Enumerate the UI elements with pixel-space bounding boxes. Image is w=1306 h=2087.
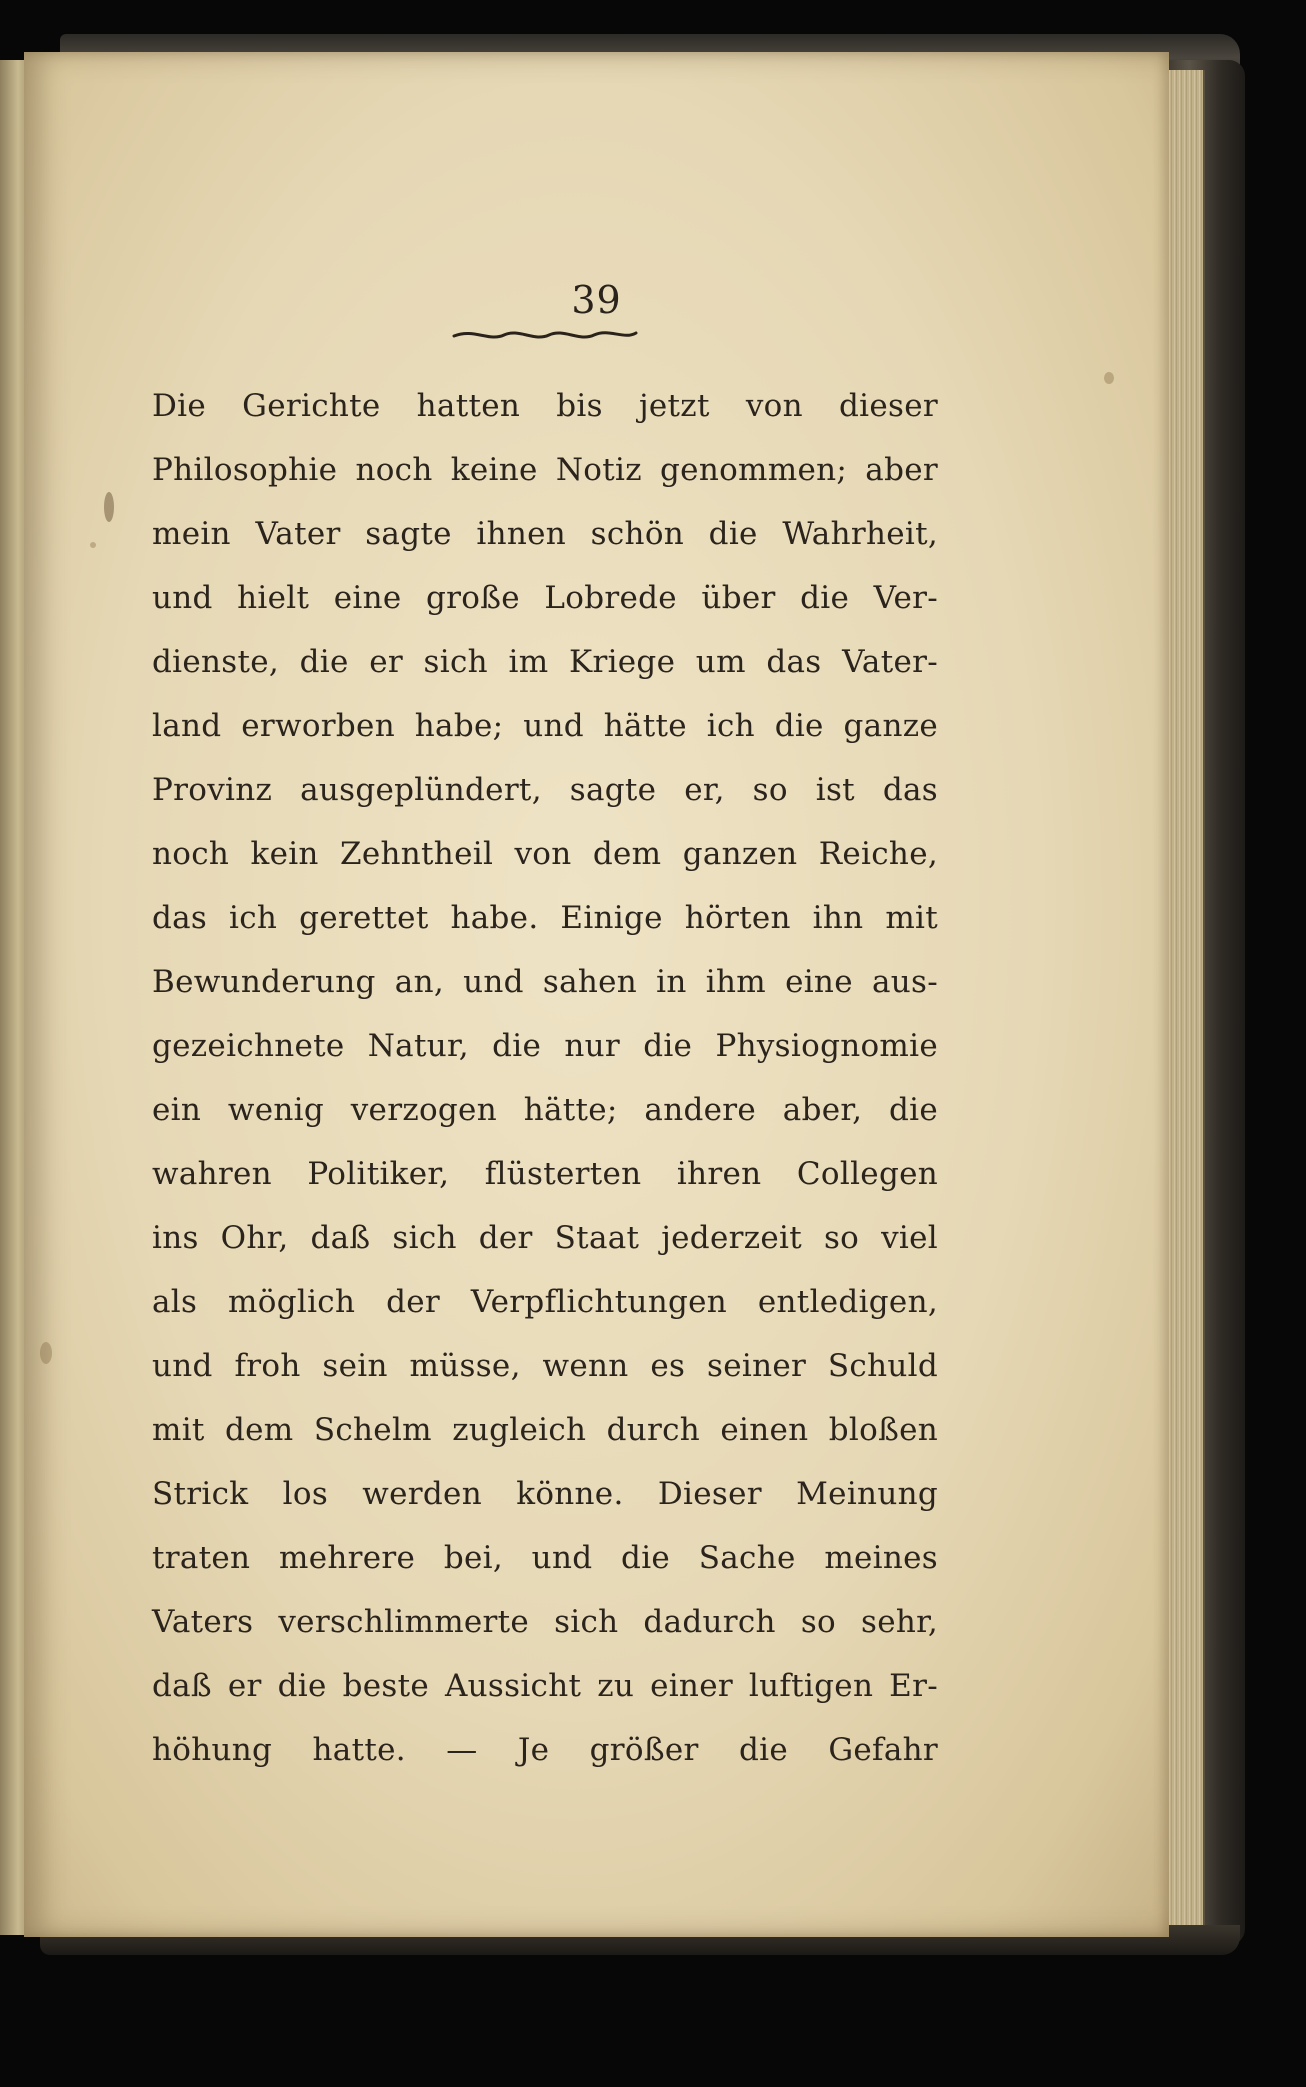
header-ornament-rule xyxy=(444,324,644,344)
page-header xyxy=(24,278,1169,322)
text-line: mein Vater sagte ihnen schön die Wahrheit, xyxy=(152,516,938,552)
page-stack-edge xyxy=(1163,70,1205,1930)
text-line: das ich gerettet habe. Einige hörten ihn mit xyxy=(152,900,938,936)
text-line: dienste, die er sich im Kriege um das Vater- xyxy=(152,644,938,680)
text-line: und froh sein müsse, wenn es seiner Schuld xyxy=(152,1348,938,1384)
text-line: Philosophie noch keine Notiz genommen; aber xyxy=(152,452,938,488)
text-line: Die Gerichte hatten bis jetzt von dieser xyxy=(152,388,938,424)
text-line: mit dem Schelm zugleich durch einen bloßen xyxy=(152,1412,938,1448)
text-line: als möglich der Verpflichtungen entledigen, xyxy=(152,1284,938,1320)
text-line: wahren Politiker, flüsterten ihren Collegen xyxy=(152,1156,938,1192)
paper-stain xyxy=(90,542,96,548)
body-text xyxy=(152,374,938,1782)
text-line: ins Ohr, daß sich der Staat jederzeit so viel xyxy=(152,1220,938,1256)
text-line: gezeichnete Natur, die nur die Physiognomie xyxy=(152,1028,938,1064)
text-line: ein wenig verzogen hätte; andere aber, die xyxy=(152,1092,938,1128)
text-line: Bewunderung an, und sahen in ihm eine aus- xyxy=(152,964,938,1000)
paper-stain xyxy=(104,492,114,522)
text-line: Vaters verschlimmerte sich dadurch so sehr, xyxy=(152,1604,938,1640)
text-line: daß er die beste Aussicht zu einer luftigen Er- xyxy=(152,1668,938,1704)
text-line: und hielt eine große Lobrede über die Ver- xyxy=(152,580,938,616)
text-line: höhung hatte. — Je größer die Gefahr xyxy=(152,1732,938,1768)
text-line: noch kein Zehntheil von dem ganzen Reiche, xyxy=(152,836,938,872)
text-line: land erworben habe; und hätte ich die ganze xyxy=(152,708,938,744)
paper-stain xyxy=(1104,372,1114,384)
paper-stain xyxy=(40,1342,52,1364)
text-line: Provinz ausgeplündert, sagte er, so ist das xyxy=(152,772,938,808)
page-number: 39 xyxy=(571,278,622,322)
text-line: traten mehrere bei, und die Sache meines xyxy=(152,1540,938,1576)
text-line: Strick los werden könne. Dieser Meinung xyxy=(152,1476,938,1512)
page-paper xyxy=(24,52,1169,1937)
